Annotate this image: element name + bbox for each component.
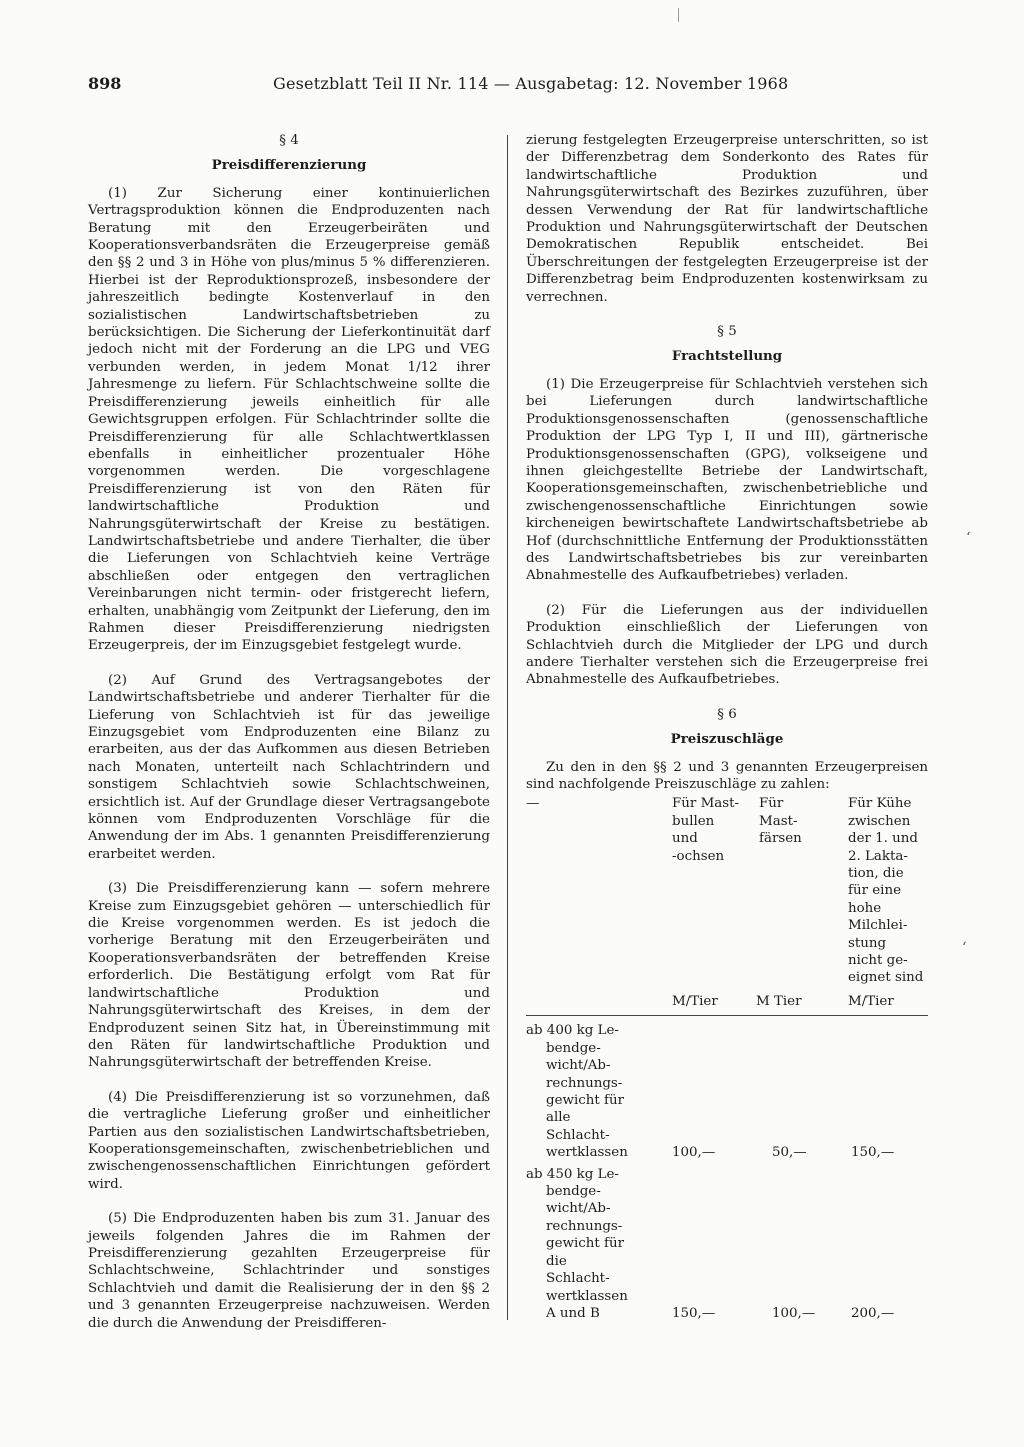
s4-paragraph-1: (1) Zur Sicherung einer kontinuierlichen Vertragsproduktion können die Endproduzenten nach Beratung mit den Erzeugerbeiräten und Kooperationsverbandsräten die Erzeugerpreise gemäß den §§ 2 und 3 in Höhe von plus/minus 5 % differenzieren. Hierbei ist der Reproduktionsprozeß, insbesondere der jahreszeitlich bedingte Kostenverlauf in den sozialistischen Landwirtschaftsbetrieben zu berücksichtigen. Die Sicherung der Lieferkontinuität darf jedoch nicht mit der Forderung an die LPG und VEG verbunden werden, in jedem Monat 1/12 ihrer Jahresmenge zu liefern. Für Schlachtschweine sollte die Preisdifferenzierung jeweils einheitlich für alle Gewichtsgruppen erfolgen. Für Schlachtrinder sollte die Preisdifferenzierung für alle Schlachtwertklassen ebenfalls in einheitlicher prozentualer Höhe vorgenommen werden. Die vorgeschlagene Preisdifferenzierung ist von den Räten für landwirtschaftliche Produktion und Nahrungsgüterwirtschaft der Kreise zu bestätigen. Landwirtschaftsbetriebe und andere Tierhalter, die über die Lieferungen von Schlachtvieh keine Verträge abschließen oder entgegen den vertraglichen Vereinbarungen nicht termin- oder fristgerecht liefern, erhalten, unabhängig vom Zeitpunkt der Lieferung, den im Rahmen dieser Preisdifferenzierung niedrigsten Erzeugerpreis, der im Einzugsgebiet festgelegt wurde. [88,185,490,654]
column-header-heifers: Für Mast- färsen [759,796,802,847]
s4-paragraph-5: (5) Die Endproduzenten haben bis zum 31. Januar des jeweils folgenden Jahres die im Rahmen der Preisdifferenzierung gezahlten Erzeugerpreise für Schlachtschweine, Schlachtrinder und sonstiges Schlachtvieh und damit die Realisierung der in den §§ 2 und 3 genannten Erzeugerpreise nachzuweisen. Werden die durch die Anwendung der Preisdifferen- [88,1211,490,1331]
unit-label-2: M Tier [756,994,802,1010]
column-divider [507,135,508,1320]
unit-label-3: M/Tier [848,994,894,1010]
unit-label-1: M/Tier [672,994,718,1010]
surcharge-table [526,795,928,1322]
cell-value: 200,— [851,1305,895,1321]
margin-tick-mark: ‘ [966,530,971,546]
cell-value: 150,— [851,1145,895,1161]
running-title: Gesetzblatt Teil II Nr. 114 — Ausgabetag: 12. November 1968 [273,74,789,93]
section-4-title: Preisdifferenzierung [211,157,367,174]
page-number: 898 [88,74,122,93]
table-row [526,1166,928,1323]
column-header-cows: Für Kühe zwischen der 1. und 2. Lakta- tion, die für eine hohe Milchlei- stung nicht ge- eignet sind [848,796,924,986]
section-5-title: Frachtstellung [671,348,783,365]
s6-intro: Zu den in den §§ 2 und 3 genannten Erzeugerpreisen sind nachfolgende Preiszuschläge zu zahlen: [526,759,928,792]
s4-paragraph-2: (2) Auf Grund des Vertragsangebotes der Landwirtschaftsbetriebe und anderer Tierhalter für die Lieferung von Schlachtvieh ist für das jeweilige Einzugsgebiet vom Endproduzenten eine Bilanz zu erarbeiten, aus der das Aufkommen aus diesen Betrieben nach Monaten, unterteilt nach Schlachtrindern und sonstigem Schlachtvieh sowie Schlachtschweinen, ersichtlich ist. Auf der Grundlage dieser Vertragsangebote können vom Endproduzenten Vorschläge für die Anwendung der im Abs. 1 genannten Preisdifferenzierung erarbeitet werden. [88,672,490,862]
table-header [526,795,928,1013]
table-rule [526,1015,928,1016]
column-header-bulls: Für Mast- bullen und -ochsen [672,796,740,864]
row-label: ab 450 kg Le- bendge- wicht/Ab- rechnungs- gewicht für die Schlacht- wertklassen A und B [526,1166,628,1321]
scan-mark [678,8,679,22]
cell-value: 100,— [672,1145,716,1161]
section-6-title: Preiszuschläge [670,731,784,748]
margin-tick-mark: ‘ [962,940,967,956]
table-corner-dash: — [526,796,540,812]
s4-continuation: zierung festgelegten Erzeugerpreise unterschritten, so ist der Differenzbetrag dem Sonderkonto des Rates für landwirtschaftliche Produktion und Nahrungsgüterwirtschaft des Bezirkes zuzuführen, über dessen Verwendung der Rat für landwirtschaftliche Produktion und Nahrungsgüterwirtschaft der Deutschen Demokratischen Republik entscheidet. Bei Überschreitungen der festgelegten Erzeugerpreise ist der Differenzbetrag beim Endproduzenten kostenwirksam zu verrechnen. [526,133,928,305]
cell-value: 50,— [772,1145,807,1161]
left-column [88,132,490,1332]
s5-paragraph-2: (2) Für die Lieferungen aus der individuellen Produktion einschließlich der Lieferungen von Schlachtvieh durch die Mitglieder der LPG und durch andere Tierhalter verstehen sich die Erzeugerpreise frei Abnahmestelle des Aufkaufbetriebes. [526,602,928,688]
s5-paragraph-1: (1) Die Erzeugerpreise für Schlachtvieh verstehen sich bei Lieferungen durch landwirtschaftliche Produktionsgenossenschaften (genossenschaftliche Produktion der LPG Typ I, II und III), gärtnerische Produktionsgenossenschaften (GPG), volkseigene und ihnen gleichgestellte Betriebe der Landwirtschaft, Kooperationsgemeinschaften, zwischenbetriebliche und zwischengenossenschaftliche Einrichtungen sowie kircheneigen bewirtschaftete Landwirtschaftsbetriebe ab Hof (durchschnittliche Entfernung der Produktionsstätten des Landwirtschaftsbetriebes bis zur vereinbarten Abnahmestelle des Aufkaufbetriebes) verladen. [526,376,928,584]
section-6-number: § 6 [717,706,737,722]
right-column [526,132,928,1322]
s4-paragraph-3: (3) Die Preisdifferenzierung kann — sofern mehrere Kreise zum Einzugsgebiet gehören — unterschiedlich für die Kreise vorgenommen werden. Es ist jedoch die vorherige Beratung mit den Erzeugerbeiräten und Kooperationsverbandsräten der betreffenden Kreise erforderlich. Die Bestätigung erfolgt vom Rat für landwirtschaftliche Produktion und Nahrungsgüterwirtschaft des Kreises, in dem der Endproduzent seinen Sitz hat, in Übereinstimmung mit den Räten für landwirtschaftliche Produktion und Nahrungsgüterwirtschaft der betreffenden Kreise. [88,881,490,1071]
cell-value: 150,— [672,1305,716,1321]
section-5-number: § 5 [717,324,737,340]
table-row [526,1022,928,1161]
page-header [88,72,968,96]
s4-paragraph-4: (4) Die Preisdifferenzierung ist so vorzunehmen, daß die vertragliche Lieferung großer und einheitlicher Partien aus den sozialistischen Landwirtschaftsbetrieben, Kooperationsgemeinschaften, zwischenbetrieblichen und zwischengenossenschaftlichen Einrichtungen gefördert wird. [88,1089,490,1192]
section-4-number: § 4 [279,133,299,148]
row-label: ab 400 kg Le- bendge- wicht/Ab- rechnungs- gewicht für alle Schlacht- wertklassen [526,1023,628,1161]
cell-value: 100,— [772,1305,816,1321]
